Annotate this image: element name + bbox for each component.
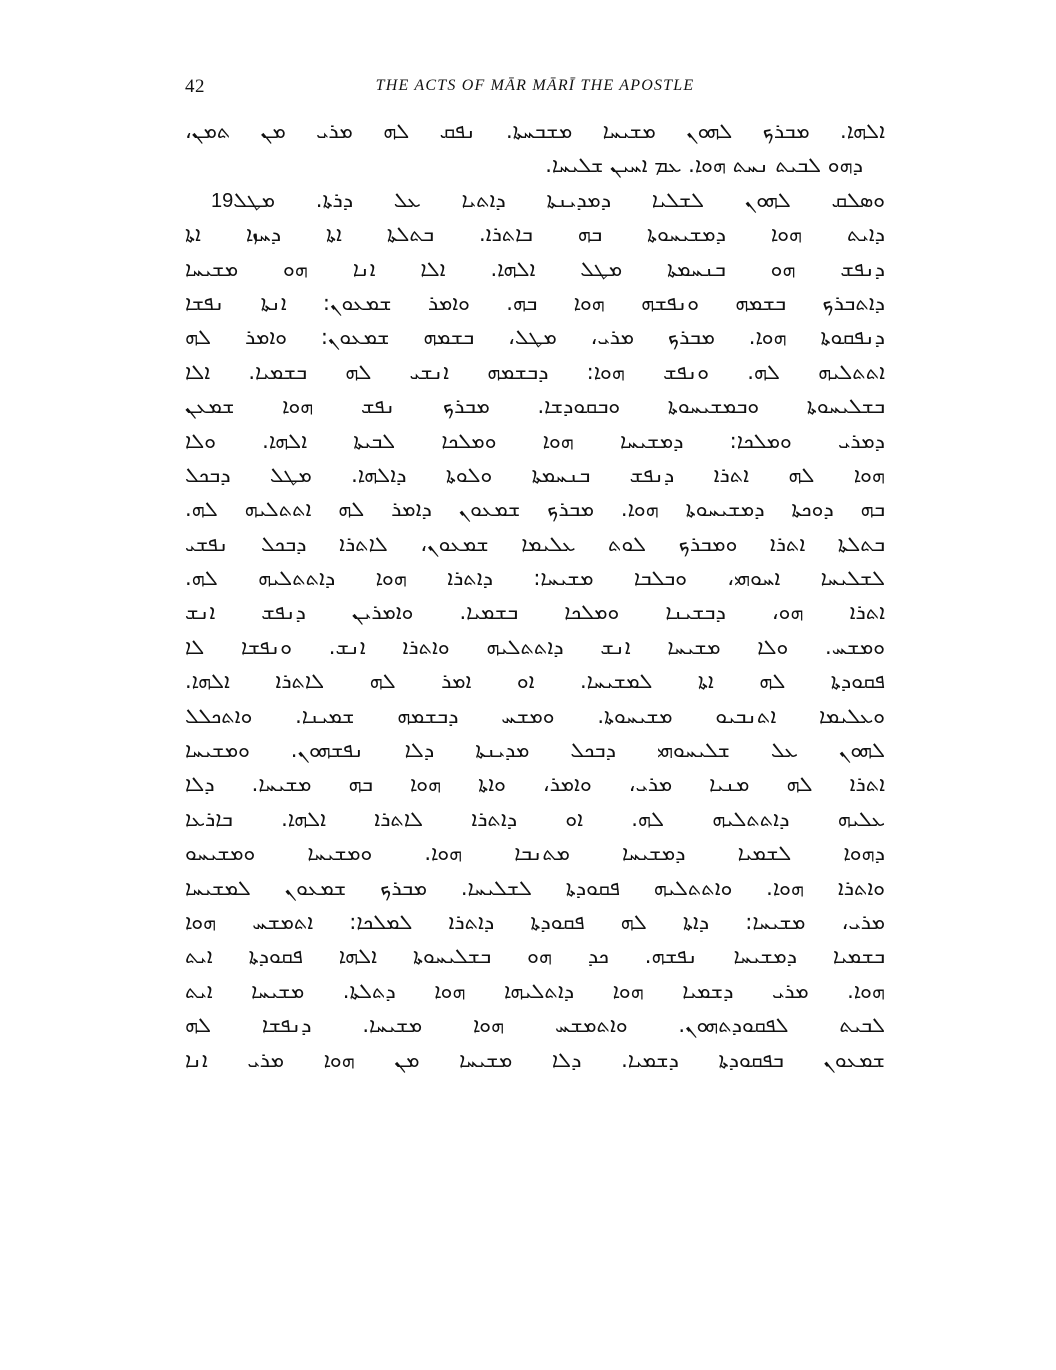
text-line: ܐܬܪܐ ܠܗ ܡܢܝܐ ܡܪܝ، ܘܐܡܪ، ܘܐܬܐ ܗܘܐ ܒܗ ܡܫܝܚܐ. ܕܠܐ xyxy=(185,772,885,797)
text-line: ܐܠܗܐ. ܡܒܪܟ ܠܗܘܢ ܡܫܝܚܐ ܡܫܒܚܬܐ. ܢܦܩ ܠܗ ܡܪܝ ܡܢ ܬܡܢ، xyxy=(185,119,885,143)
text-line: ܦܩܘܕܬܐ ܠܗ ܐܬܐ ܠܡܫܝܚܐ. ܐܘ ܐܡܪ ܠܗ ܠܐܬܪܐ ܐܠܗܐ. xyxy=(185,669,885,694)
text-line: ܕܗܘܐ ܠܫܡܝܐ ܕܡܫܝܚܐ ܡܬܢܒܐ ܗܘܐ. ܘܡܫܝܚܐ ܘܡܫܝܚܘ xyxy=(185,841,885,866)
text-line: ܘܥܠܝܡܐ ܐܬܢܒܝܘ ܡܫܝܚܘܬܐ. ܘܡܫܚ ܕܒܫܡܗ ܫܡܝܢܐ. ܘܐܬܟܠܠ xyxy=(185,703,885,728)
syriac-text-block xyxy=(185,114,885,1077)
text-line: ܘܐܬܪܐ ܗܘܐ. ܘܐܬܬܠܝܗ ܦܩܘܕܬܐ ܠܫܠܝܚܐ. ܡܒܪܟ ܫܡܥܘܢ ܠܡܫܝܚܐ xyxy=(185,875,885,900)
text-line: ܡܪܝ، ܡܫܝܚܐ: ܕܐܬܐ ܠܗ ܦܩܘܕܬܐ ܕܐܬܪܐ ܠܡܠܟܐ: ܐܬܡܫܚ ܗܘܐ xyxy=(185,909,885,934)
text-line: ܕܐܬܒܪܟ ܒܫܡܗ ܘܢܦܫܗ ܗܘܐ ܒܗ. ܘܐܡܪ ܫܡܥܘܢ: ܐܢܬܐ ܢܦܫܐ xyxy=(185,290,885,315)
text-line: ܕܢܦܩܘܬܐ ܗܘܐ. ܡܒܪܟ ܡܪܝ، ܡܛܠ، ܒܫܡܗ ܫܡܥܘܢ: ܘܐܡܪ ܠܗ xyxy=(185,325,885,350)
text-line: ܒܫܡܝܐ ܕܡܫܝܚܐ ܢܦܫܗ. ܟܕ ܗܘ ܒܫܠܝܚܘܬܐ ܐܠܗܐ ܦܩܘܕܬܐ ܐܝܬ xyxy=(185,944,885,969)
text-line-with-section-number xyxy=(185,183,885,217)
text-line: ܒܬܠܬܐ ܐܬܪܐ ܘܡܒܪܟ ܠܘܬ ܥܠܝܡܐ ܫܡܥܘܢ، ܠܐܬܪܐ ܕܒܟܠ ܢܦܫܝ xyxy=(185,531,885,556)
text-line: ܫܡܥܘܢ ܒܦܩܘܕܬܐ ܕܫܡܝܐ. ܕܠܐ ܡܫܝܚܐ ܡܢ ܗܘܐ ܡܪܝ ܐܢܐ xyxy=(185,1047,885,1072)
text-line: ܕܢܦܫ ܗܘ ܒܢܚܡܬܐ ܡܛܠ ܐܠܗܐ. ܐܠܐ ܐܢܐ ܗܘ ܡܫܝܚܐ xyxy=(185,256,885,281)
text-line: ܥܠܝܗ ܕܐܬܬܠܝܗ ܠܗ. ܐܘ ܕܐܬܪܐ ܠܐܬܪܐ ܐܠܗܐ. ܒܐܪܥܐ xyxy=(185,806,885,831)
text-line: ܐܬܬܠܝܗ ܠܗ. ܘܢܦܫ ܗܘܐ: ܕܒܫܡܗ ܐܢܫܝ ܠܗ ܒܫܡܝܐ. ܐܠܐ xyxy=(185,359,885,384)
text-line: ܒܫܠܝܚܘܬܐ ܘܒܡܫܝܚܘܬܐ ܘܒܩܘܕܫܐ. ܡܒܪܟ ܢܦܫ ܗܘܐ ܫܡܥܢ xyxy=(185,394,885,419)
page-number: 42 xyxy=(185,76,205,97)
text-line: ܗܘܐ. ܡܪܝ ܕܫܡܝܐ ܗܘܐ ܕܐܬܠܝܗܐ ܗܘܐ ܕܬܠܬܐ. ܡܫܝܚܐ ܐܝܬ xyxy=(185,978,885,1003)
text-line: ܠܒܝܬ ܠܦܩܘܕܬܗܘܢ. ܘܐܬܡܫܚ ܗܘܐ ܡܫܝܚܐ. ܕܢܦܫܐ ܠܗ xyxy=(185,1013,885,1038)
text-line: ܘܡܫܚ. ܘܠܐ ܡܫܝܚܐ ܐܢܫ ܕܐܬܬܠܝܗ ܘܐܬܪܐ ܐܢܫ. ܘܢܦܫܐ ܠܐ xyxy=(185,634,885,659)
text-line: ܕܡܪܝ ܘܡܠܟܐ: ܕܡܫܝܚܐ ܗܘܐ ܘܡܠܟܐ ܠܒܝܬܐ ܐܠܗܐ. ܘܠܐ xyxy=(185,428,885,453)
text-line: ܠܫܠܝܚܐ ܐܚܘܗܝ، ܘܒܠܒܐ ܡܫܝܚܐ: ܕܐܬܪܐ ܗܘܐ ܕܐܬܬܠܝܗ ܠܗ. xyxy=(185,566,885,591)
running-head xyxy=(185,76,885,100)
text-line: ܕܐܝܬ ܗܘܐ ܕܡܫܝܚܘܬܐ ܒܗ ܒܐܬܪܐ. ܒܬܠܬܐ ܐܬܐ ܕܚܙܐ ܐܬܐ xyxy=(185,222,885,247)
text-line: ܕܗܘ ܠܒܝܬ ܢܚܬ ܗܘܐ. ܥܡ ܐܚܝܢ ܫܠܝܚܐ. xyxy=(545,153,863,178)
text-line: ܒܗ ܕܘܟܬܐ ܕܡܫܝܚܘܬܐ ܗܘܐ. ܡܒܪܟ ܫܡܥܘܢ ܕܐܡܪ ܠܗ ܐܬܬܠܝܗ ܠܗ. xyxy=(185,497,885,522)
section-number: 19 xyxy=(211,189,234,212)
text-line: ܠܗܘܢ ܥܠ ܫܠܝܚܘܗܝ ܕܒܟܠ ܡܕܝܢܬܐ ܕܠܐ ܢܦܫܗܘܢ. ܘܡܫܝܚܐ xyxy=(185,738,885,763)
text-line-content: ܘܣܠܩ ܠܗܘܢ ܠܫܠܝܐ ܕܡܕܝܢܬܐ ܕܐܬܝܐ ܥܠ ܕܪܬܐ. ܡܛܠ xyxy=(233,187,885,212)
text-line: ܐܬܪܐ ܗܘ، ܕܒܫܝܢܐ ܘܡܠܟܐ ܒܫܡܝܐ. ܘܐܡܪܝܢ ܕܢܦܫ ܐܢܫ xyxy=(185,600,885,625)
running-title: THE ACTS OF MĀR MĀRĪ THE APOSTLE xyxy=(375,77,695,94)
text-line: ܗܘܐ ܠܗ ܐܬܪܐ ܕܢܦܫ ܒܢܚܡܬܐ ܘܠܘܬܐ ܕܐܠܗܐ. ܡܛܠ ܕܒܟܠ xyxy=(185,462,885,487)
